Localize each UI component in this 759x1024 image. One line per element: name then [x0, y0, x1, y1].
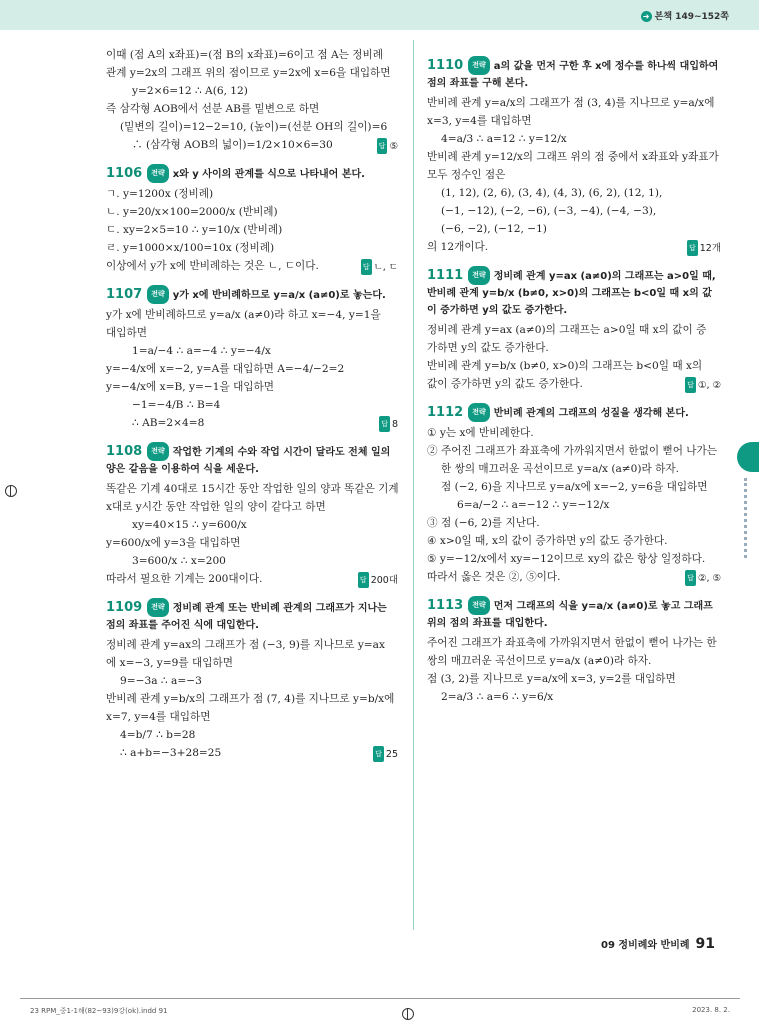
solution-line [106, 223, 398, 237]
problem-number: 1106 [106, 166, 143, 181]
solution-line [427, 132, 721, 146]
solution-line [106, 482, 398, 496]
solution-line [106, 187, 398, 201]
strategy-badge: 전략 [468, 403, 490, 422]
answer-value: 200대 [370, 575, 398, 586]
solution-line [427, 359, 721, 373]
solution-text: ∴ AB=2×4=8 [132, 417, 205, 429]
solution-line [106, 728, 398, 742]
answer-value: ㄴ, ㄷ [373, 262, 398, 273]
problem-heading [427, 403, 721, 422]
strategy-text: 작업한 기계의 수와 작업 시간이 달라도 전체 일의 양은 같음을 이용하여 식을 세운다. [106, 447, 391, 475]
solution-text: 에 x=−3, y=9를 대입하면 [106, 657, 233, 669]
answer-badge: 답 ①, ② [685, 377, 721, 393]
problem-number: 1110 [427, 58, 464, 73]
strategy-text: 정비례 관계 또는 반비례 관계의 그래프가 지나는 점의 좌표를 주어진 식에 대입한다. [106, 603, 387, 631]
solution-text: ② 주어진 그래프가 좌표축에 가까워지면서 한없이 뻗어 나가는 [427, 445, 718, 457]
solution-text: y=−4/x에 x=B, y=−1을 대입하면 [106, 381, 275, 393]
solution-line [427, 204, 721, 218]
solution-line [106, 48, 398, 62]
problem-number: 1111 [427, 268, 464, 283]
problem-number: 1113 [427, 598, 464, 613]
solution-text: 이상에서 y가 x에 반비례하는 것은 ㄴ, ㄷ이다. [106, 260, 319, 272]
solution-text: 즉 삼각형 AOB에서 선분 AB를 밑변으로 하면 [106, 103, 320, 115]
strategy-badge: 전략 [468, 266, 490, 285]
solution-line [427, 240, 721, 254]
page-number: 91 [695, 936, 715, 952]
answer-value: ②, ⑤ [697, 573, 721, 584]
solution-text: 2=a/3 ∴ a=6 ∴ y=6/x [441, 691, 554, 703]
problem-heading [427, 596, 721, 632]
solution-text: 값이 증가하면 y의 값도 증가한다. [427, 378, 583, 390]
solution-text: y=2×6=12 ∴ A(6, 12) [132, 85, 248, 97]
solution-text: ③ 점 (−6, 2)를 지난다. [427, 517, 540, 529]
answer-badge: 답 ②, ⑤ [685, 570, 721, 586]
problem-heading [106, 442, 398, 478]
answer-value: ⑤ [389, 141, 398, 152]
solution-text: 4=a/3 ∴ a=12 ∴ y=12/x [441, 133, 567, 145]
answer-badge: 답 ⑤ [377, 138, 398, 154]
solution-text: 반비례 관계 y=b/x의 그래프가 점 (7, 4)를 지나므로 y=b/x에 [106, 693, 395, 705]
solution-line [427, 462, 721, 476]
answer-value: 8 [391, 419, 398, 430]
chapter-tab-label [744, 478, 757, 558]
solution-text: 6=a/−2 ∴ a=−12 ∴ y=−12/x [457, 499, 610, 511]
solution-line [106, 205, 398, 219]
solution-line [427, 498, 721, 512]
solution-line [106, 554, 398, 568]
strategy-text: y가 x에 반비례하므로 y=a/x (a≠0)로 놓는다. [172, 290, 386, 301]
trim-line [20, 998, 740, 999]
solution-line [427, 444, 721, 458]
solution-text: (−1, −12), (−2, −6), (−3, −4), (−4, −3), [441, 205, 657, 217]
solution-line [427, 534, 721, 548]
solution-line [106, 692, 398, 706]
problem-heading [106, 598, 398, 634]
solution-line [427, 690, 721, 704]
registration-mark-icon [5, 485, 17, 497]
solution-text: ㄱ. y=1200x (정비례) [106, 188, 214, 200]
strategy-text: 반비례 관계의 그래프의 성질을 생각해 본다. [493, 408, 689, 419]
right-column [427, 44, 721, 708]
strategy-text: x와 y 사이의 관계를 식으로 나타내어 본다. [172, 169, 365, 180]
solution-text: 가하면 y의 값도 증가한다. [427, 342, 549, 354]
header-band [0, 0, 759, 30]
solution-line [106, 241, 398, 255]
solution-text: x=3, y=4를 대입하면 [427, 115, 532, 127]
solution-line [106, 102, 398, 116]
solution-text: ∴ a+b=−3+28=25 [120, 747, 222, 759]
solution-text: y=−4/x에 x=−2, y=A를 대입하면 A=−4/−2=2 [106, 363, 345, 375]
solution-line [427, 323, 721, 337]
solution-text: 쌍의 매끄러운 곡선이므로 y=a/x (a≠0)라 하자. [427, 655, 652, 667]
solution-line [106, 138, 398, 152]
solution-text: −1=−4/B ∴ B=4 [132, 399, 221, 411]
solution-text: 반비례 관계 y=b/x (b≠0, x>0)의 그래프는 b<0일 때 x의 [427, 360, 703, 372]
solution-text: 의 12개이다. [427, 241, 489, 253]
problem-number: 1109 [106, 600, 143, 615]
solution-line [106, 398, 398, 412]
solution-text: xy=40×15 ∴ y=600/x [132, 519, 247, 531]
solution-line [427, 150, 721, 164]
solution-text: 4=b/7 ∴ b=28 [120, 729, 196, 741]
solution-line [427, 480, 721, 494]
strategy-badge: 전략 [468, 596, 490, 615]
solution-text: y=600/x에 y=3을 대입하면 [106, 537, 241, 549]
arrow-icon: ➜ [641, 11, 652, 22]
strategy-badge: 전략 [147, 442, 169, 461]
solution-text: 반비례 관계 y=a/x의 그래프가 점 (3, 4)를 지나므로 y=a/x에 [427, 97, 715, 109]
solution-text: ㄴ. y=20/x×100=2000/x (반비례) [106, 206, 278, 218]
solution-line [427, 552, 721, 566]
answer-value: ①, ② [697, 380, 721, 391]
solution-line [427, 654, 721, 668]
solution-text: ㄷ. xy=2×5=10 ∴ y=10/x (반비례) [106, 224, 283, 236]
solution-line [106, 746, 398, 760]
solution-line [427, 168, 721, 182]
problem-heading [106, 285, 398, 304]
problem-heading [106, 164, 398, 183]
solution-text: 주어진 그래프가 좌표축에 가까워지면서 한없이 뻗어 나가는 한 [427, 637, 717, 649]
print-date: 2023. 8. 2. [692, 1006, 730, 1014]
problem-number: 1112 [427, 405, 464, 420]
answer-badge: 답 ㄴ, ㄷ [361, 259, 398, 275]
solution-text: 대입하면 [106, 327, 147, 339]
solution-line [427, 672, 721, 686]
solution-line [106, 259, 398, 273]
strategy-badge: 전략 [468, 56, 490, 75]
solution-line [106, 326, 398, 340]
solution-text: 따라서 필요한 기계는 200대이다. [106, 573, 263, 585]
problem-number: 1107 [106, 287, 143, 302]
column-divider [413, 40, 414, 930]
chapter-title: 09 정비례와 반비례 [601, 940, 690, 951]
strategy-text: 먼저 그래프의 식을 y=a/x (a≠0)로 놓고 그래프 위의 점의 좌표를 대입한다. [427, 601, 713, 629]
solution-text: 반비례 관계 y=12/x의 그래프 위의 점 중에서 x좌표와 y좌표가 [427, 151, 719, 163]
solution-text: ㄹ. y=1000×x/100=10x (정비례) [106, 242, 275, 254]
solution-text: 점 (3, 2)를 지나므로 y=a/x에 x=3, y=2를 대입하면 [427, 673, 676, 685]
solution-line [427, 96, 721, 110]
answer-badge: 답 12개 [687, 240, 721, 256]
print-file: 23 RPM_중1-1해(82~93)9강(ok).indd 91 [30, 1007, 168, 1015]
solution-line [427, 341, 721, 355]
solution-line [106, 500, 398, 514]
solution-text: 따라서 옳은 것은 ②, ⑤이다. [427, 571, 561, 583]
solution-line [106, 674, 398, 688]
solution-line [427, 570, 721, 584]
answer-badge: 답 200대 [358, 572, 398, 588]
solution-text: 모두 정수인 점은 [427, 169, 506, 181]
solution-text: (밑변의 길이)=12−2=10, (높이)=(선분 OH의 길이)=6 [120, 121, 388, 133]
solution-text: x대로 y시간 동안 작업한 일의 양이 같다고 하면 [106, 501, 326, 513]
solution-text: 정비례 관계 y=ax (a≠0)의 그래프는 a>0일 때 x의 값이 증 [427, 324, 707, 336]
solution-text: x=7, y=4를 대입하면 [106, 711, 211, 723]
answer-value: 25 [385, 749, 398, 760]
solution-line [106, 380, 398, 394]
solution-line [427, 114, 721, 128]
solution-line [427, 222, 721, 236]
solution-text: 똑같은 기계 40대로 15시간 동안 작업한 일의 양과 똑같은 기계 [106, 483, 399, 495]
print-slug [30, 1006, 730, 1016]
problem-heading [427, 56, 721, 92]
solution-text: (−6, −2), (−12, −1) [441, 223, 547, 235]
solution-text: ① y는 x에 반비례한다. [427, 427, 534, 439]
solution-text: 1=a/−4 ∴ a=−4 ∴ y=−4/x [132, 345, 271, 357]
solution-text: y가 x에 반비례하므로 y=a/x (a≠0)라 하고 x=−4, y=1을 [106, 309, 381, 321]
solution-text: (1, 12), (2, 6), (3, 4), (4, 3), (6, 2), (12, 1), [441, 187, 663, 199]
left-column [106, 44, 398, 764]
strategy-text: 정비례 관계 y=ax (a≠0)의 그래프는 a>0일 때, 반비례 관계 y=b/x (b≠0, x>0)의 그래프는 b<0일 때 x의 값이 증가하면 y의 값도 증가한다. [427, 271, 716, 316]
solution-line [106, 572, 398, 586]
solution-text: 관계 y=2x의 그래프 위의 점이므로 y=2x에 x=6을 대입하면 [106, 67, 391, 79]
page-footer [601, 936, 715, 952]
chapter-tab [737, 442, 759, 472]
solution-line [106, 344, 398, 358]
solution-text: 이때 (점 A의 x좌표)=(점 B의 x좌표)=6이고 점 A는 정비례 [106, 49, 383, 61]
solution-line [106, 710, 398, 724]
solution-line [106, 120, 398, 134]
solution-text: 정비례 관계 y=ax의 그래프가 점 (−3, 9)를 지나므로 y=ax [106, 639, 385, 651]
problem-heading [427, 266, 721, 319]
answer-value: 12개 [699, 243, 721, 254]
solution-line [106, 656, 398, 670]
solution-line [106, 638, 398, 652]
solution-text: 3=600/x ∴ x=200 [132, 555, 226, 567]
solution-line [106, 66, 398, 80]
solution-line [106, 362, 398, 376]
solution-line [106, 84, 398, 98]
solution-text: ∴ (삼각형 AOB의 넓이)=1/2×10×6=30 [132, 139, 333, 151]
answer-badge: 답 25 [373, 746, 398, 762]
solution-text: 점 (−2, 6)을 지나므로 y=a/x에 x=−2, y=6을 대입하면 [441, 481, 708, 493]
problem-number: 1108 [106, 444, 143, 459]
answer-badge: 답 8 [379, 416, 398, 432]
solution-line [106, 308, 398, 322]
strategy-badge: 전략 [147, 164, 169, 183]
page-reference: ➜ 본책 149~152쪽 [641, 9, 729, 22]
solution-line [427, 516, 721, 530]
solution-line [427, 426, 721, 440]
solution-line [427, 636, 721, 650]
solution-line [106, 518, 398, 532]
solution-line [427, 186, 721, 200]
solution-text: ⑤ y=−12/x에서 xy=−12이므로 xy의 값은 항상 일정하다. [427, 553, 706, 565]
solution-line [106, 416, 398, 430]
strategy-text: a의 값을 먼저 구한 후 x에 정수를 하나씩 대입하여 점의 좌표를 구해 본다. [427, 61, 719, 89]
solution-text: 9=−3a ∴ a=−3 [120, 675, 202, 687]
strategy-badge: 전략 [147, 598, 169, 617]
solution-text: 한 쌍의 매끄러운 곡선이므로 y=a/x (a≠0)라 하자. [441, 463, 679, 475]
strategy-badge: 전략 [147, 285, 169, 304]
solution-text: ④ x>0일 때, x의 값이 증가하면 y의 값도 증가한다. [427, 535, 668, 547]
solution-line [106, 536, 398, 550]
solution-line [427, 377, 721, 391]
